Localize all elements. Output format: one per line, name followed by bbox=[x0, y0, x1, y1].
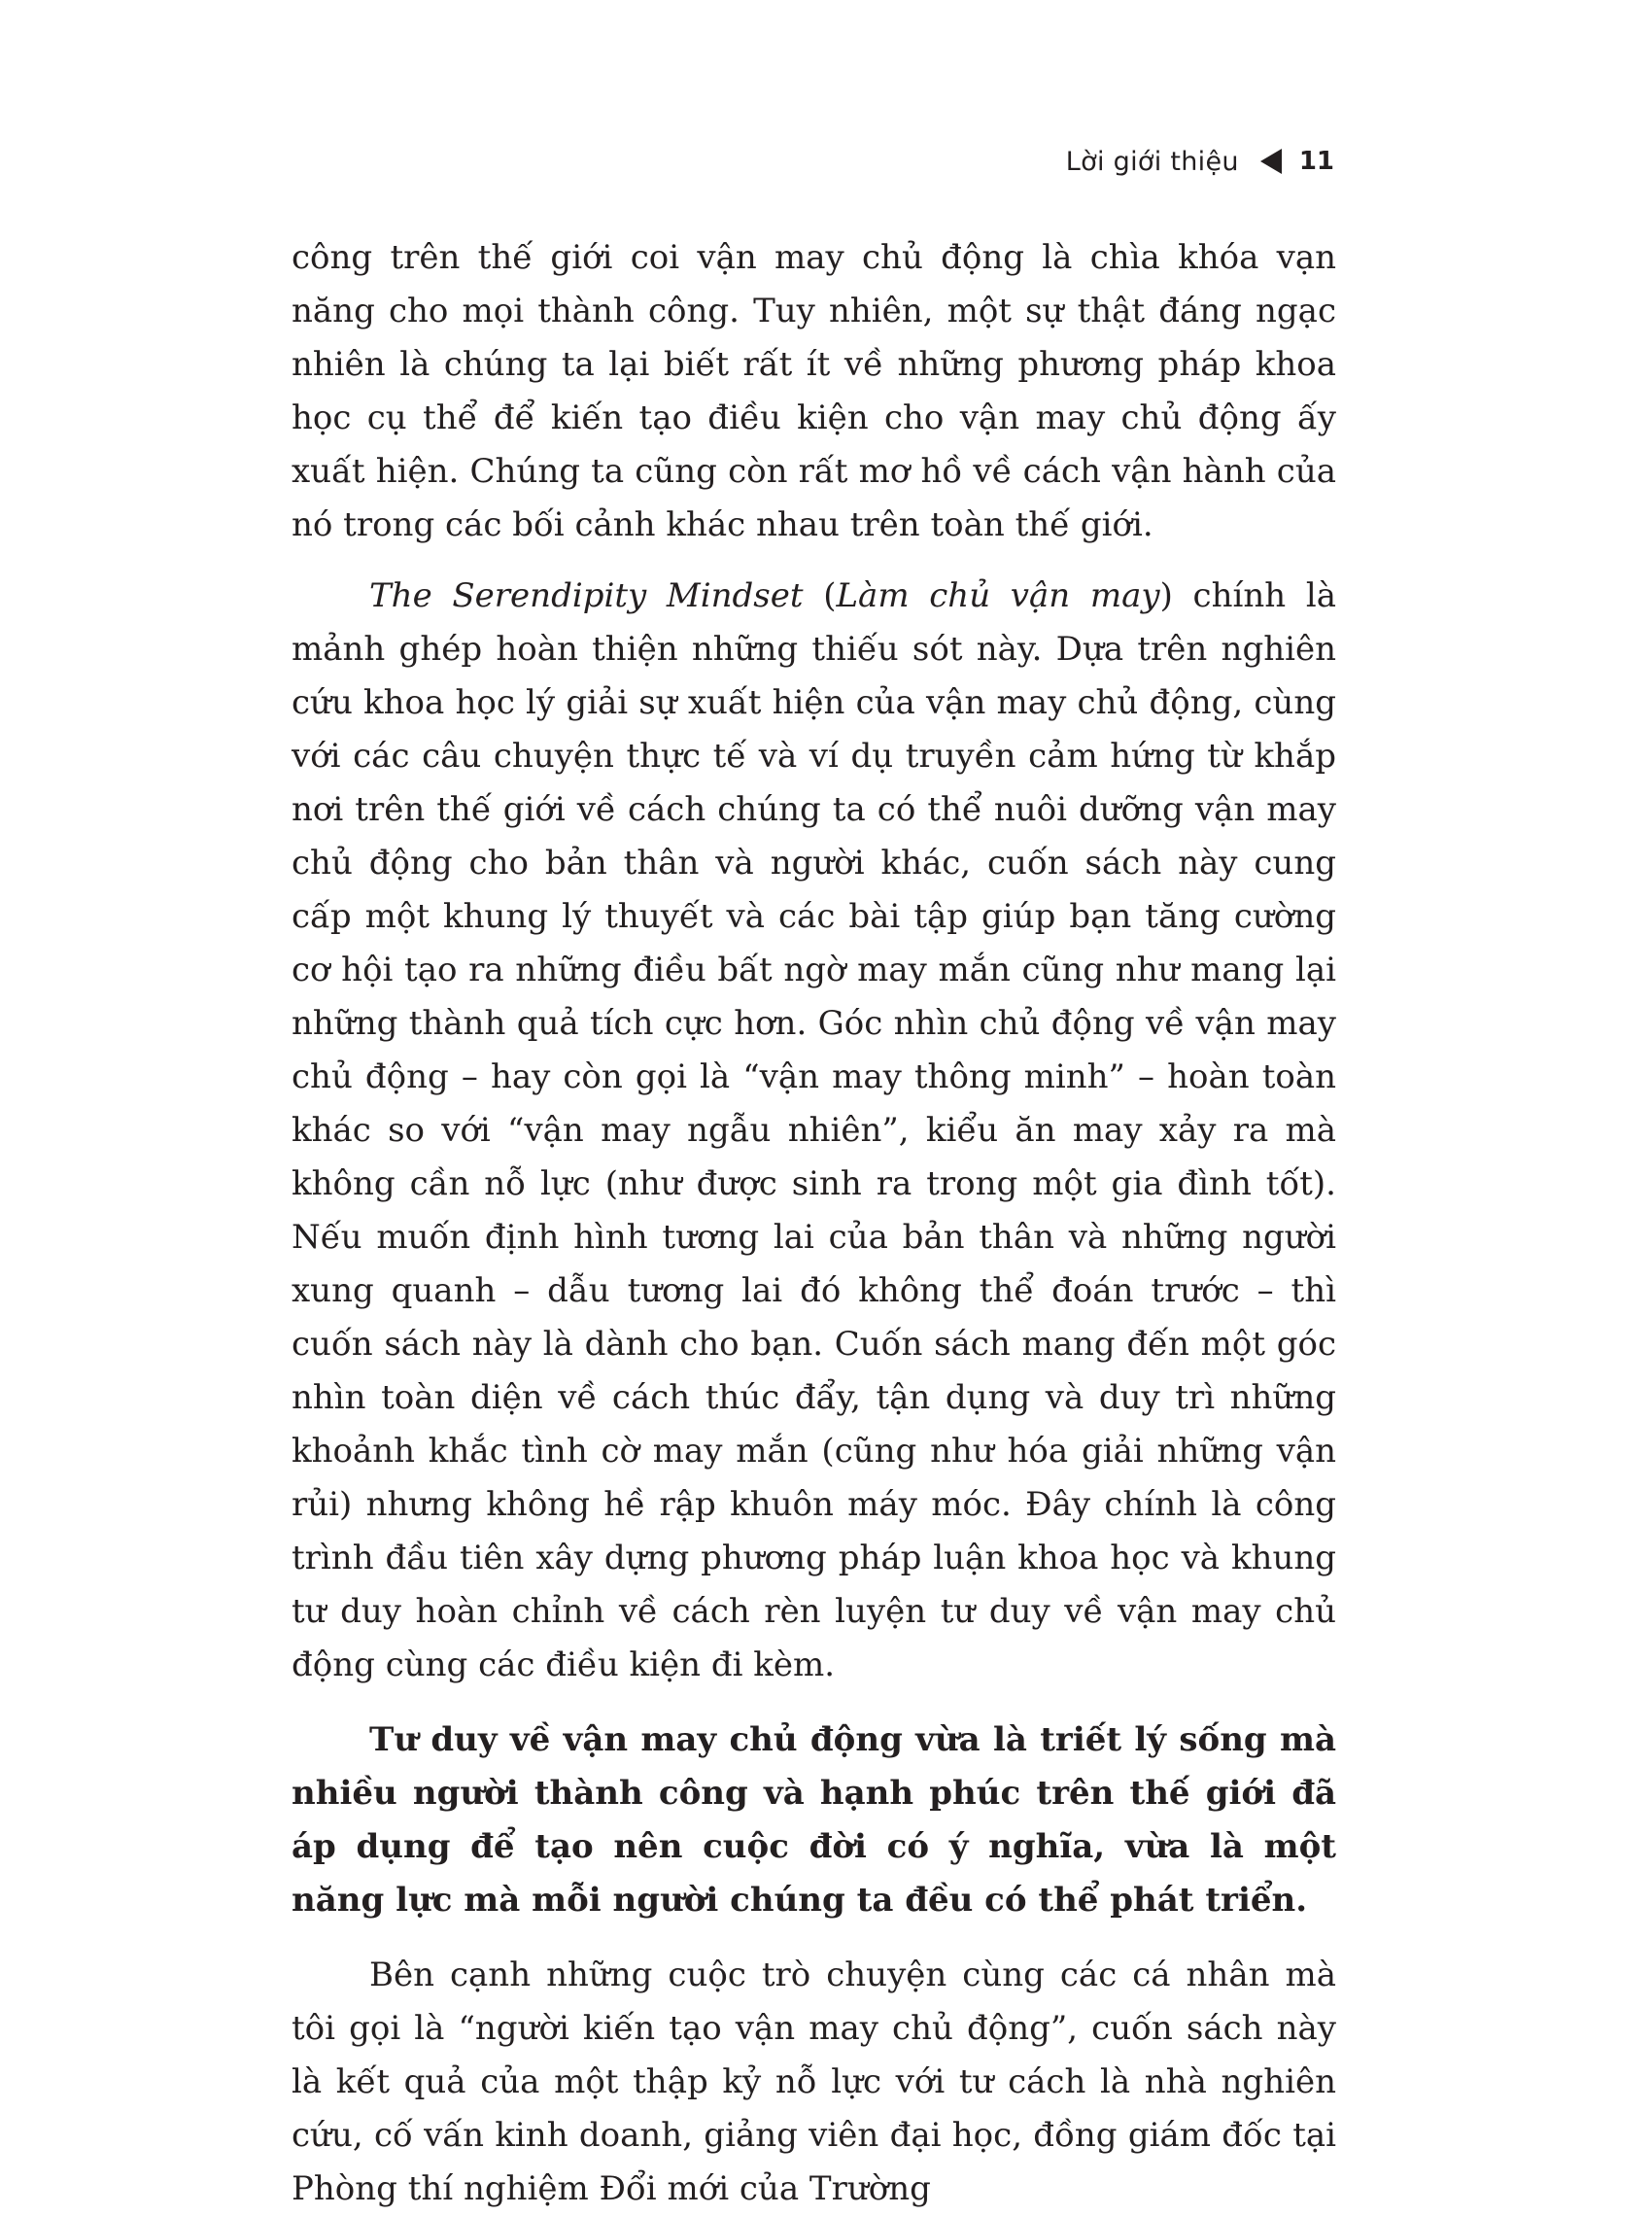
paragraph-serendipity bbox=[292, 570, 1336, 1692]
book-title: The Serendipity Mindset bbox=[369, 576, 804, 615]
open-paren: ( bbox=[803, 576, 837, 615]
running-header bbox=[1066, 142, 1334, 181]
body-text bbox=[292, 231, 1336, 2216]
section-title: Lời giới thiệu bbox=[1065, 146, 1239, 177]
page-number: 11 bbox=[1298, 147, 1334, 176]
paragraph-research: Bên cạnh những cuộc trò chuyện cùng các cá nhân mà tôi gọi là “người kiến tạo vận may chủ động”, cuốn sách này là kết quả của một thập kỷ nỗ lực với tư cách là nhà nghiên cứu, cố vấn kinh doanh, giảng viên đại học, đồng giám đốc tại Phòng thí nghiệm Đổi mới của Trường bbox=[292, 1956, 1336, 2208]
paragraph-continued: công trên thế giới coi vận may chủ động là chìa khóa vạn năng cho mọi thành công. Tuy nhiên, một sự thật đáng ngạc nhiên là chúng ta lại biết rất ít về những phương pháp khoa học cụ thể để kiến tạo điều kiện cho vận may chủ động ấy xuất hiện. Chúng ta cũng còn rất mơ hồ về cách vận hành của nó trong các bối cảnh khác nhau trên toàn thế giới. bbox=[292, 238, 1336, 544]
left-triangle-icon bbox=[1260, 149, 1282, 174]
vietnamese-title: Làm chủ vận may bbox=[836, 576, 1160, 615]
emphasis-paragraph: Tư duy về vận may chủ động vừa là triết lý sống mà nhiều người thành công và hạnh phúc trên thế giới đã áp dụng để tạo nên cuộc đời có ý nghĩa, vừa là một năng lực mà mỗi người chúng ta đều có thể phát triển. bbox=[292, 1720, 1336, 1920]
paragraph-text: ) chính là mảnh ghép hoàn thiện những thiếu sót này. Dựa trên nghiên cứu khoa học lý giải sự xuất hiện của vận may chủ động, cùng với các câu chuyện thực tế và ví dụ truyền cảm hứng từ khắp nơi trên thế giới về cách chúng ta có thể nuôi dưỡng vận may chủ động cho bản thân và người khác, cuốn sách này cung cấp một khung lý thuyết và các bài tập giúp bạn tăng cường cơ hội tạo ra những điều bất ngờ may mắn cũng như mang lại những thành quả tích cực hơn. Góc nhìn chủ động về vận may chủ động – hay còn gọi là “vận may thông minh” – hoàn toàn khác so với “vận may ngẫu nhiên”, kiểu ăn may xảy ra mà không cần nỗ lực (như được sinh ra trong một gia đình tốt). Nếu muốn định hình tương lai của bản thân và những người xung quanh – dẫu tương lai đó không thể đoán trước – thì cuốn sách này là dành cho bạn. Cuốn sách mang đến một góc nhìn toàn diện về cách thúc đẩy, tận dụng và duy trì những khoảnh khắc tình cờ may mắn (cũng như hóa giải những vận rủi) nhưng không hề rập khuôn máy móc. Đây chính là công trình đầu tiên xây dựng phương pháp luận khoa học và khung tư duy hoàn chỉnh về cách rèn luyện tư duy về vận may chủ động cùng các điều kiện đi kèm. bbox=[292, 576, 1336, 1684]
